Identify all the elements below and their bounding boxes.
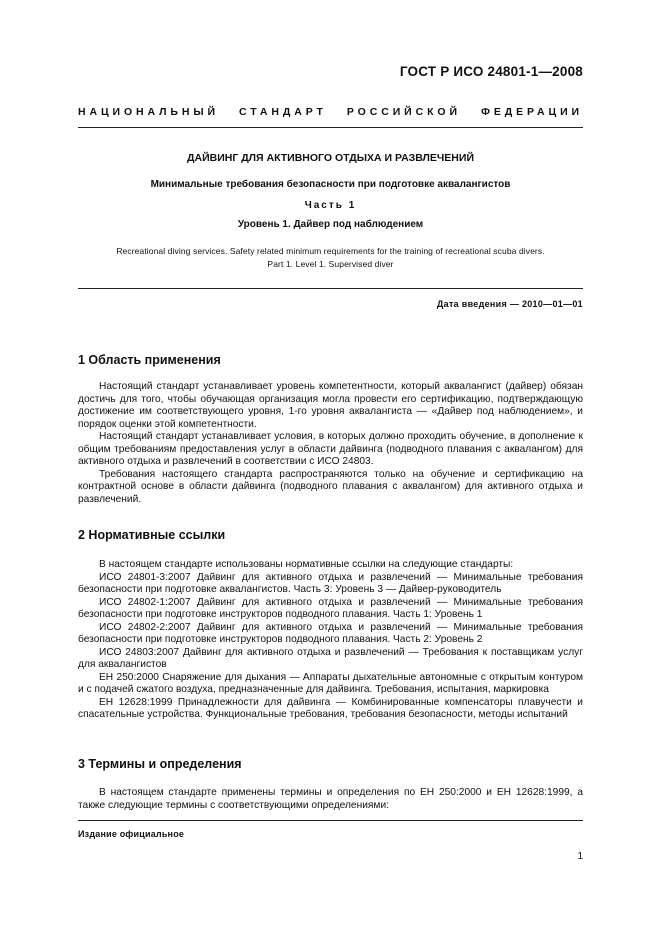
title-divider — [78, 288, 583, 289]
section-3-heading: 3 Термины и определения — [78, 757, 242, 771]
page-number: 1 — [577, 851, 583, 862]
english-title-line1: Recreational diving services. Safety related minimum requirements for the training of recreational scuba divers. — [116, 246, 545, 256]
section-1-heading: 1 Область применения — [78, 353, 221, 367]
section-1-body — [78, 381, 583, 506]
document-number: ГОСТ Р ИСО 24801-1—2008 — [399, 64, 583, 79]
document-title: ДАЙВИНГ ДЛЯ АКТИВНОГО ОТДЫХА И РАЗВЛЕЧЕНИЙ — [187, 152, 474, 164]
reference-item: ЕН 12628:1999 Принадлежности для дайвинга — Комбинированные компенсаторы плавучести и спасательные устройства. Функциональные требования, требования безопасности, методы испытаний — [78, 696, 583, 720]
banner-word: СТАНДАРТ — [239, 106, 327, 118]
document-subtitle: Минимальные требования безопасности при подготовке аквалангистов — [150, 179, 511, 190]
banner-word: ФЕДЕРАЦИИ — [480, 106, 583, 118]
document-level: Уровень 1. Дайвер под наблюдением — [237, 219, 424, 230]
paragraph: В настоящем стандарте применены термины и определения по ЕН 250:2000 и ЕН 12628:1999, а также следующие термины с соответствующими определениями: — [78, 787, 583, 811]
banner-word: НАЦИОНАЛЬНЫЙ — [78, 106, 219, 118]
reference-item: ЕН 250:2000 Снаряжение для дыхания — Аппараты дыхательные автономные с открытым контуром и с подачей сжатого воздуха, предназначенные для дайвинга. Требования, испытания, маркировка — [78, 671, 583, 695]
footer-divider — [78, 820, 583, 821]
paragraph: В настоящем стандарте использованы нормативные ссылки на следующие стандарты: — [99, 559, 514, 570]
paragraph: Настоящий стандарт устанавливает условия, в которых должно проходить обучение, в дополнение к общим требованиям предоставления услуг в области дайвинга (подводного плавания с аквалангом) для активного отдыха и развлечений в соответствии с ИСО 24803. — [78, 431, 583, 467]
top-divider — [78, 127, 583, 128]
introduction-date: Дата введения — 2010—01—01 — [436, 299, 583, 309]
paragraph: Настоящий стандарт устанавливает уровень компетентности, который аквалангист (дайвер) обязан достичь для того, чтобы обучающая организация могла провести его сертификацию, подтверждающую достижение им соответствующего уровня, 1-го уровня аквалангиста — «Дайвер под наблюдением», и порядок оценки этой компетентности. — [78, 381, 583, 430]
paragraph: Требования настоящего стандарта распространяются только на обучение и сертификацию на контрактной основе в области дайвинга (подводного плавания с аквалангом) для активного отдыха и развлечений. — [78, 468, 583, 505]
reference-item: ИСО 24803:2007 Дайвинг для активного отдыха и развлечений — Требования к поставщикам услуг для аквалангистов — [78, 646, 583, 670]
banner-word: РОССИЙСКОЙ — [346, 106, 461, 118]
reference-item: ИСО 24802-1:2007 Дайвинг для активного отдыха и развлечений — Минимальные требования безопасности при подготовке инструкторов подводного плавания. Часть 1: Уровень 1 — [78, 596, 583, 620]
edition-label: Издание официальное — [78, 829, 185, 839]
section-3-body — [78, 787, 583, 812]
national-standard-banner — [78, 106, 583, 118]
section-2-body — [78, 559, 583, 722]
section-2-heading: 2 Нормативные ссылки — [78, 528, 226, 542]
reference-item: ИСО 24802-2:2007 Дайвинг для активного отдыха и развлечений — Минимальные требования безопасности при подготовке инструкторов подводного плавания. Часть 2: Уровень 2 — [78, 621, 583, 645]
document-part: Часть 1 — [304, 200, 357, 211]
english-title — [78, 245, 583, 271]
reference-item: ИСО 24801-3:2007 Дайвинг для активного отдыха и развлечений — Минимальные требования безопасности при подготовке аквалангистов. Часть 3: Уровень 3 — Дайвер-руководитель — [78, 571, 583, 595]
english-title-line2: Part 1. Level 1. Supervised diver — [267, 259, 394, 269]
